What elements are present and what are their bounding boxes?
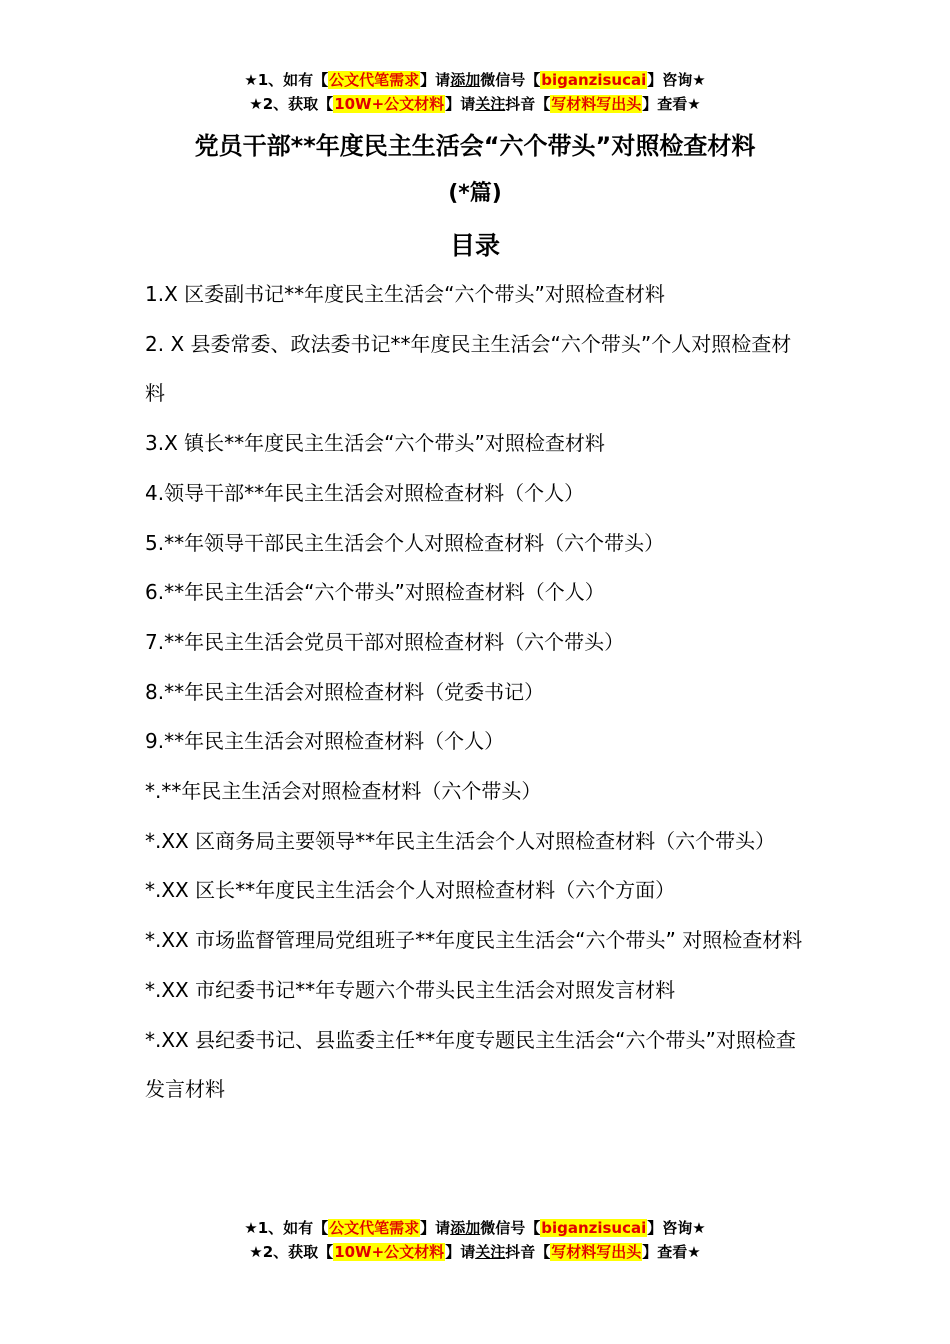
bottom-promo-banner [0, 1216, 950, 1264]
toc-item: 8.**年民主生活会对照检查材料（党委书记） [145, 679, 545, 704]
toc-heading: 目录 [449, 231, 500, 260]
promo-line-1-mid: 】请 [420, 1219, 451, 1237]
promo-line-2-underlined: 关注 [475, 1243, 506, 1261]
promo-line-2-highlight-materials: 10W+公文材料 [334, 1243, 445, 1261]
toc-item: *.XX 区长**年度民主生活会个人对照检查材料（六个方面） [145, 878, 676, 903]
promo-line-2-highlight-douyin: 写材料写出头 [551, 1243, 642, 1261]
promo-line-1-suffix: 】咨询★ [647, 1219, 706, 1237]
promo-line-1-highlight-wechat: biganzisucai [541, 1219, 647, 1237]
promo-line-1-highlight-wechat: biganzisucai [541, 71, 647, 89]
promo-line-1-underlined: 添加 [450, 71, 481, 89]
toc-item: 6.**年民主生活会“六个带头”对照检查材料（个人） [145, 580, 605, 605]
promo-line-1-prefix: ★1、如有【 [244, 71, 329, 89]
toc-item: 4.领导干部**年民主生活会对照检查材料（个人） [145, 480, 585, 505]
promo-line-1-mid: 】请 [420, 71, 451, 89]
toc-item: 5.**年领导干部民主生活会个人对照检查材料（六个带头） [145, 530, 665, 555]
promo-line-2-mid: 】请 [445, 95, 476, 113]
promo-line-1-suffix: 】咨询★ [647, 71, 706, 89]
toc-item: *.**年民主生活会对照检查材料（六个带头） [145, 779, 542, 804]
toc-item: 7.**年民主生活会党员干部对照检查材料（六个带头） [145, 629, 625, 654]
table-of-contents [145, 270, 810, 1115]
toc-item: 3.X 镇长**年度民主生活会“六个带头”对照检查材料 [145, 431, 605, 456]
toc-item: 2. X 县委常委、政法委书记**年度民主生活会“六个带头”个人对照检查材料 [145, 331, 792, 406]
toc-item: *.XX 市纪委书记**年专题六个带头民主生活会对照发言材料 [145, 977, 676, 1002]
promo-line-1-highlight-service: 公文代笔需求 [329, 71, 420, 89]
toc-item: *.XX 市场监督管理局党组班子**年度民主生活会“六个带头” 对照检查材料 [145, 928, 803, 953]
top-promo-banner [0, 68, 950, 116]
promo-line-1-mid2: 微信号【 [480, 1219, 541, 1237]
promo-line-2-mid2: 抖音【 [505, 95, 551, 113]
promo-line-1 [0, 68, 950, 92]
document-title: 党员干部**年度民主生活会“六个带头”对照检查材料 [194, 132, 756, 160]
promo-line-2-prefix: ★2、获取【 [249, 95, 334, 113]
promo-line-2-highlight-douyin: 写材料写出头 [551, 95, 642, 113]
promo-line-2 [0, 92, 950, 116]
toc-item: 9.**年民主生活会对照检查材料（个人） [145, 729, 505, 754]
promo-line-2-mid: 】请 [445, 1243, 476, 1261]
toc-item: 1.X 区委副书记**年度民主生活会“六个带头”对照检查材料 [145, 282, 665, 306]
promo-line-1-underlined: 添加 [450, 1219, 481, 1237]
promo-line-2-prefix: ★2、获取【 [249, 1243, 334, 1261]
promo-line-2 [0, 1240, 950, 1264]
promo-line-1-mid2: 微信号【 [480, 71, 541, 89]
promo-line-1-prefix: ★1、如有【 [244, 1219, 329, 1237]
document-count: (*篇) [448, 181, 502, 206]
promo-line-2-underlined: 关注 [475, 95, 506, 113]
toc-item: *.XX 区商务局主要领导**年民主生活会个人对照检查材料（六个带头） [145, 828, 776, 853]
promo-line-2-highlight-materials: 10W+公文材料 [334, 95, 445, 113]
promo-line-2-suffix: 】查看★ [642, 95, 701, 113]
promo-line-1-highlight-service: 公文代笔需求 [329, 1219, 420, 1237]
promo-line-2-suffix: 】查看★ [642, 1243, 701, 1261]
promo-line-1 [0, 1216, 950, 1240]
toc-item: *.XX 县纪委书记、县监委主任**年度专题民主生活会“六个带头”对照检查发言材料 [145, 1027, 796, 1102]
promo-line-2-mid2: 抖音【 [505, 1243, 551, 1261]
